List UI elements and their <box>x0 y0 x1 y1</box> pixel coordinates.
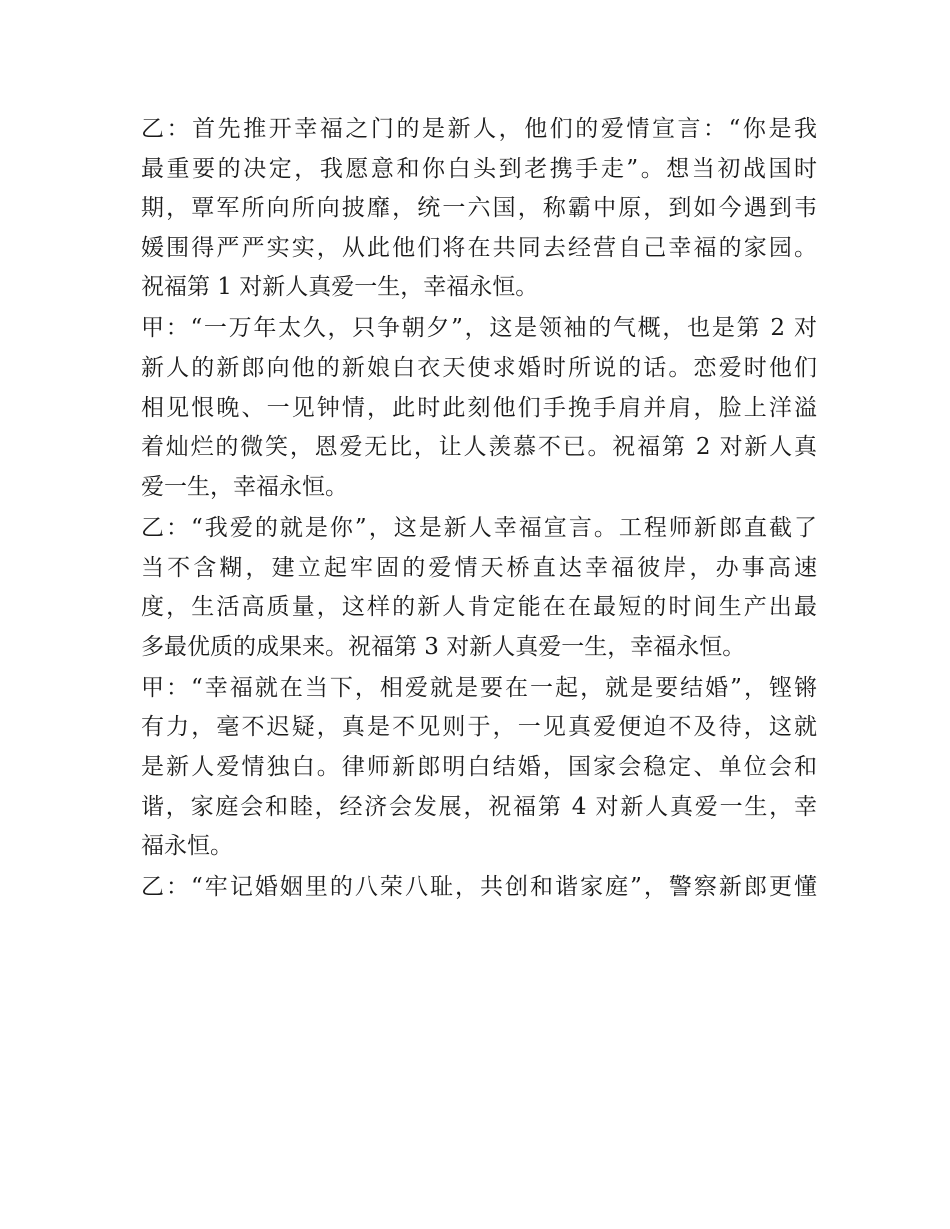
paragraph-2 <box>141 309 817 507</box>
text-line: 谐，家庭会和睦，经济会发展，祝福第 4 对新人真爱一生，幸 <box>141 793 817 820</box>
text-line: 乙：首先推开幸福之门的是新人，他们的爱情宣言：“你是我 <box>141 116 817 142</box>
text-line: 甲：“幸福就在当下，相爱就是要在一起，就是要结婚”，铿锵 <box>141 674 817 701</box>
text-line: 最重要的决定，我愿意和你白头到老携手走”。想当初战国时 <box>141 155 817 182</box>
text-line: 乙：“我爱的就是你”，这是新人幸福宣言。工程师新郎直截了 <box>141 514 817 541</box>
text-line: 是新人爱情独白。律师新郎明白结婚，国家会稳定、单位会和 <box>141 754 817 780</box>
text-line: 度，生活高质量，这样的新人肯定能在在最短的时间生产出最 <box>141 594 817 621</box>
text-line: 甲：“一万年太久，只争朝夕”，这是领袖的气概，也是第 2 对 <box>141 315 817 342</box>
document-body <box>141 110 817 909</box>
paragraph-3 <box>141 509 817 667</box>
text-line: 爱一生，幸福永恒。 <box>141 473 348 500</box>
text-line: 期，覃军所向所向披靡，统一六国，称霸中原，到如今遇到韦 <box>141 195 817 222</box>
text-line: 祝福第 1 对新人真爱一生，幸福永恒。 <box>141 274 539 301</box>
paragraph-4 <box>141 669 817 867</box>
text-line: 新人的新郎向他的新娘白衣天使求婚时所说的话。恋爱时他们 <box>141 355 817 382</box>
paragraph-5 <box>141 868 817 908</box>
text-line: 着灿烂的微笑，恩爱无比，让人羡慕不已。祝福第 2 对新人真 <box>141 434 817 461</box>
text-line: 有力，毫不迟疑，真是不见则于，一见真爱便迫不及待，这就 <box>141 714 817 741</box>
text-line: 乙：“牢记婚姻里的八荣八耻，共创和谐家庭”，警察新郎更懂 <box>141 874 817 901</box>
text-line: 当不含糊，建立起牢固的爱情天桥直达幸福彼岸，办事高速 <box>141 554 817 581</box>
text-line: 多最优质的成果来。祝福第 3 对新人真爱一生，幸福永恒。 <box>141 633 746 660</box>
paragraph-1 <box>141 110 817 308</box>
text-line: 相见恨晚、一见钟情，此时此刻他们手挽手肩并肩，脸上洋溢 <box>141 394 817 421</box>
text-line: 媛围得严严实实，从此他们将在共同去经营自己幸福的家园。 <box>141 234 817 261</box>
text-line: 福永恒。 <box>141 833 233 860</box>
